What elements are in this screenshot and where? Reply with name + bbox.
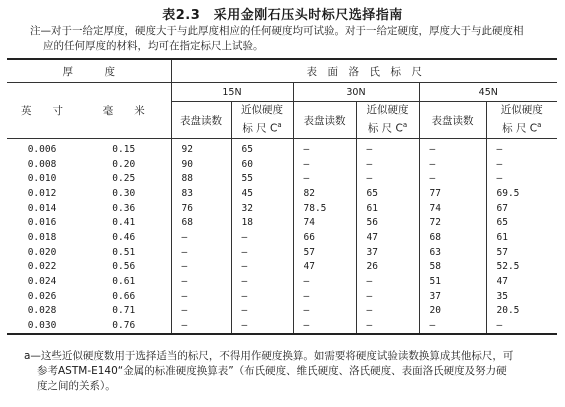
- value-cell: 74: [419, 201, 486, 216]
- table-row: [7, 139, 557, 157]
- intro-line-1: 注—对于一给定厚度，硬度大于与此厚度相应的任何硬度均可试验。对于一给定硬度，厚度大于与此硬度相: [30, 25, 524, 37]
- value-cell: 58: [419, 260, 486, 275]
- mm-cell: 0.15: [77, 139, 171, 157]
- value-cell: —: [171, 245, 231, 260]
- value-cell: 90: [171, 157, 231, 172]
- inch-cell: 0.010: [27, 173, 57, 185]
- value-cell: 56: [356, 215, 419, 230]
- value-cell: —: [231, 318, 293, 334]
- header-dial-30n: 表盘读数: [293, 102, 356, 139]
- value-cell: 32: [231, 201, 293, 216]
- header-approx-30n: 近似硬度 标 尺 $C^a$: [356, 102, 419, 139]
- header-inch: 英 寸: [7, 83, 77, 139]
- header-surface-rockwell: 表 面 洛 氏 标 尺: [171, 59, 557, 83]
- value-cell: 47: [293, 260, 356, 275]
- mm-cell: 0.71: [77, 304, 171, 319]
- value-cell: 37: [419, 289, 486, 304]
- value-cell: 35: [496, 290, 508, 302]
- value-cell: —: [231, 245, 293, 260]
- value-cell: 57: [496, 246, 508, 258]
- inch-cell: 0.024: [27, 276, 57, 288]
- inch-cell: 0.012: [27, 187, 57, 199]
- value-cell: —: [293, 304, 356, 319]
- value-cell: —: [496, 173, 503, 185]
- table-row: [7, 304, 557, 319]
- inch-cell: 0.020: [27, 246, 57, 258]
- value-cell: —: [171, 260, 231, 275]
- inch-cell: 0.008: [27, 158, 57, 170]
- value-cell: —: [496, 158, 503, 170]
- value-cell: 66: [293, 230, 356, 245]
- table-row: [7, 215, 557, 230]
- value-cell: 52.5: [496, 261, 520, 273]
- value-cell: —: [171, 230, 231, 245]
- table-row: [7, 260, 557, 275]
- mm-cell: 0.20: [77, 157, 171, 172]
- value-cell: 37: [356, 245, 419, 260]
- footnote: [24, 349, 559, 394]
- table-row: [7, 157, 557, 172]
- inch-cell: 0.026: [27, 290, 57, 302]
- mm-cell: 0.76: [77, 318, 171, 334]
- scale-selection-table: [7, 58, 557, 335]
- header-approx-45n: 近似硬度 标 尺 $C^a$: [486, 102, 557, 139]
- table-row: [7, 245, 557, 260]
- inch-cell: 0.028: [27, 305, 57, 317]
- value-cell: 67: [496, 202, 508, 214]
- value-cell: 60: [231, 157, 293, 172]
- value-cell: —: [356, 304, 419, 319]
- value-cell: —: [486, 318, 557, 334]
- footnote-line-2: 参考ASTM-E140“金属的标准硬度换算表”（布氏硬度、维氏硬度、洛氏硬度、表面洛氏硬度及努力硬: [37, 365, 507, 377]
- inch-cell: 0.022: [27, 261, 57, 273]
- header-dial-15n: 表盘读数: [171, 102, 231, 139]
- table-row: [7, 289, 557, 304]
- mm-cell: 0.61: [77, 274, 171, 289]
- value-cell: —: [293, 289, 356, 304]
- value-cell: 68: [171, 215, 231, 230]
- value-cell: 51: [419, 274, 486, 289]
- value-cell: 45: [231, 186, 293, 201]
- mm-cell: 0.66: [77, 289, 171, 304]
- value-cell: —: [356, 157, 419, 172]
- header-scale-30n: 30N: [293, 83, 419, 102]
- inch-cell: 0.016: [27, 217, 57, 229]
- value-cell: 82: [293, 186, 356, 201]
- value-cell: 92: [171, 139, 231, 157]
- value-cell: —: [231, 289, 293, 304]
- mm-cell: 0.25: [77, 171, 171, 186]
- value-cell: 65: [496, 217, 508, 229]
- value-cell: 20: [419, 304, 486, 319]
- header-dial-45n: 表盘读数: [419, 102, 486, 139]
- footnote-line-1: a—这些近似硬度数用于选择适当的标尺，不得用作硬度换算。如需要将硬度试验读数换算成其他标尺，可: [24, 350, 514, 362]
- value-cell: 47: [496, 276, 508, 288]
- inch-cell: 0.014: [27, 202, 57, 214]
- value-cell: 18: [231, 215, 293, 230]
- value-cell: 76: [171, 201, 231, 216]
- header-scale-45n: 45N: [419, 83, 557, 102]
- value-cell: 65: [231, 139, 293, 157]
- value-cell: 63: [419, 245, 486, 260]
- value-cell: —: [171, 289, 231, 304]
- value-cell: 72: [419, 215, 486, 230]
- table-row: [7, 230, 557, 245]
- value-cell: 20.5: [496, 305, 520, 317]
- header-thickness: 厚 度: [7, 59, 171, 83]
- mm-cell: 0.51: [77, 245, 171, 260]
- table-row: [7, 201, 557, 216]
- mm-cell: 0.30: [77, 186, 171, 201]
- value-cell: —: [419, 171, 486, 186]
- value-cell: 55: [231, 171, 293, 186]
- value-cell: —: [356, 289, 419, 304]
- value-cell: —: [293, 171, 356, 186]
- value-cell: —: [419, 318, 486, 334]
- table-row: [7, 318, 557, 334]
- intro-note: [30, 24, 555, 54]
- inch-cell: 0.030: [7, 318, 77, 334]
- value-cell: —: [293, 157, 356, 172]
- value-cell: —: [293, 274, 356, 289]
- value-cell: —: [293, 139, 356, 157]
- table-row: [7, 171, 557, 186]
- value-cell: 83: [171, 186, 231, 201]
- value-cell: 69.5: [496, 187, 520, 199]
- value-cell: —: [356, 274, 419, 289]
- mm-cell: 0.46: [77, 230, 171, 245]
- value-cell: 74: [293, 215, 356, 230]
- value-cell: —: [293, 318, 356, 334]
- table-title: 表2.3 采用金刚石压头时标尺选择指南: [162, 8, 403, 23]
- header-scale-15n: 15N: [171, 83, 293, 102]
- footnote-line-3: 度之间的关系）。: [37, 380, 116, 392]
- value-cell: —: [171, 274, 231, 289]
- value-cell: 88: [171, 171, 231, 186]
- value-cell: —: [231, 304, 293, 319]
- inch-cell: 0.006: [27, 143, 57, 155]
- value-cell: 61: [356, 201, 419, 216]
- mm-cell: 0.41: [77, 215, 171, 230]
- intro-line-2: 应的任何厚度的材料，均可在指定标尺上试验。: [43, 40, 264, 52]
- value-cell: —: [231, 230, 293, 245]
- value-cell: —: [231, 260, 293, 275]
- mm-cell: 0.36: [77, 201, 171, 216]
- value-cell: 61: [496, 231, 508, 243]
- value-cell: —: [496, 143, 503, 155]
- value-cell: 57: [293, 245, 356, 260]
- value-cell: —: [419, 157, 486, 172]
- value-cell: 65: [356, 186, 419, 201]
- value-cell: —: [419, 139, 486, 157]
- table-row: [7, 274, 557, 289]
- value-cell: —: [171, 304, 231, 319]
- value-cell: —: [171, 318, 231, 334]
- header-approx-15n: 近似硬度 标 尺 $C^a$: [231, 102, 293, 139]
- value-cell: 26: [356, 260, 419, 275]
- value-cell: —: [356, 139, 419, 157]
- value-cell: 47: [356, 230, 419, 245]
- inch-cell: 0.018: [27, 231, 57, 243]
- value-cell: —: [231, 274, 293, 289]
- value-cell: —: [356, 171, 419, 186]
- table-row: [7, 186, 557, 201]
- value-cell: —: [356, 318, 419, 334]
- mm-cell: 0.56: [77, 260, 171, 275]
- value-cell: 68: [419, 230, 486, 245]
- table-body: [7, 139, 557, 334]
- header-mm: 毫 米: [77, 83, 171, 139]
- value-cell: 78.5: [293, 201, 356, 216]
- value-cell: 77: [419, 186, 486, 201]
